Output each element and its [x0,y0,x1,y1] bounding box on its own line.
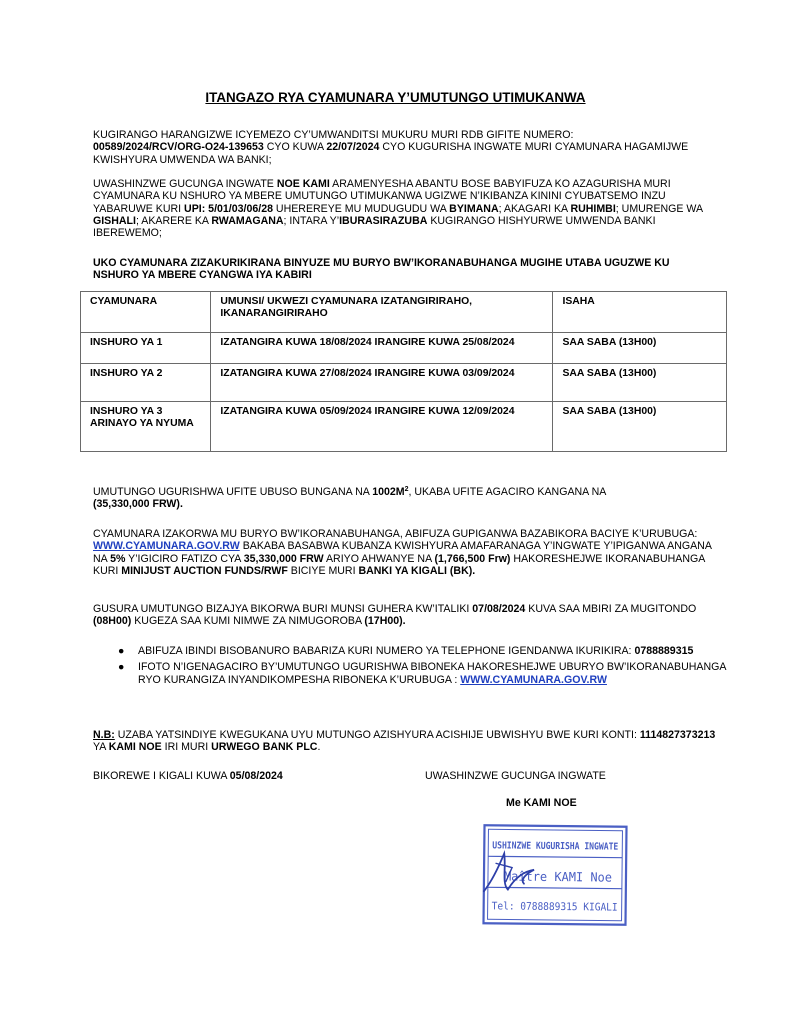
table-cell: IZATANGIRA KUWA 18/08/2024 IRANGIRE KUWA 25/08/2024 [211,333,553,364]
nb-label: N.B: [93,729,115,741]
table-header-row [81,292,727,333]
info-list [110,645,748,690]
official-stamp [481,823,628,927]
bidding-paragraph: CYAMUNARA IZAKORWA MU BURYO BW’IKORANABUHANGA, ABIFUZA GUPIGANWA BAZABIKORA BACIYE K’URUBUGA: WWW.CYAMUNARA.GOV.RW BAKABA BASABWA KUBANZA KWISHYURA AMAFARANAGA Y’INGWATE Y’IPIGANWA ANGANA NA 5% Y’IGICIRO FATIZO CYA 35,330,000 FRW ARIYO AHWANYE NA (1,766,500 Frw) HAKORESHEJWE IKORANABUHANGA KURI MINIJUST AUCTION FUNDS/RWF BICIYE MURI BANKI YA KIGALI (BK). [93,528,712,577]
signatory-role: UWASHINZWE GUCUNGA INGWATE [425,770,606,782]
property-value: (35,330,000 FRW). [93,498,183,511]
signing-date: 05/08/2024 [229,770,283,782]
nb-paragraph: N.B: UZABA YATSINDIYE KWEGUKANA UYU MUTUNGO AZISHYURA ACISHIJE UBWISHYU BWE KURI KONTI: 1114827373213 YA KAMI NOE IRI MURI URWEGO BANK PLC. [93,729,716,754]
svg-text:Tel: 0788889315 KIGALI: Tel: 0788889315 KIGALI [491,900,629,914]
auction-note: UKO CYAMUNARA ZIZAKURIKIRANA BINYUZE MU BURYO BW’IKORANABUHANGA MUGIHE UTABA UGUZWE KU NSHURO YA MBERE CYANGWA IYA KABIRI [93,257,670,282]
table-cell: IZATANGIRA KUWA 05/09/2024 IRANGIRE KUWA 12/09/2024 [211,402,553,452]
decision-date: 22/07/2024 [326,141,380,154]
account-name: MINIJUST AUCTION FUNDS/RWF [121,564,288,577]
table-cell: INSHURO YA 2 [81,364,211,402]
visit-paragraph: GUSURA UMUTUNGO BIZAJYA BIKORWA BURI MUNSI GUHERA KW’ITALIKI 07/08/2024 KUVA SAA MBIRI ZA MUGITONDO (08H00) KUGEZA SAA KUMI NIMWE ZA NIMUGOROBA (17H00). [93,603,697,628]
table-cell: SAA SABA (13H00) [553,333,727,364]
table-cell: IZATANGIRA KUWA 27/08/2024 IRANGIRE KUWA 03/09/2024 [211,364,553,402]
signatory-name: Me KAMI NOE [506,797,577,809]
table-row [81,402,727,452]
website-link[interactable]: WWW.CYAMUNARA.GOV.RW [93,540,240,553]
table-row [81,364,727,402]
place-date: BIKOREWE I KIGALI KUWA 05/08/2024 [93,770,283,782]
table-cell: SAA SABA (13H00) [553,402,727,452]
deposit-amount: (1,766,500 Frw) [434,552,511,565]
website-link[interactable]: WWW.CYAMUNARA.GOV.RW [460,673,607,686]
phone-number: 0788889315 [634,645,694,657]
list-item: ● IFOTO N’IGENAGACIRO BY’UMUTUNGO UGURISHWA BIBONEKA HAKORESHEJWE UBURYO BW’IKORANABUHANGA RYO KURANGIZA INYANDIKOMPESHA RIBONEKA K’URUBUGA : WWW.CYAMUNARA.GOV.RW [118,661,726,686]
table-header-cell: UMUNSI/ UKWEZI CYAMUNARA IZATANGIRIRAHO, IKANARANGIRIRAHO [211,292,553,333]
upi-number: UPI: 5/01/03/06/28 [184,202,273,215]
account-number: 1114827373213 [639,729,716,741]
base-price: 35,330,000 FRW [243,552,324,565]
document-title: ITANGAZO RYA CYAMUNARA Y’UMUTUNGO UTIMUKANWA [205,90,586,105]
bullet-icon: ● [118,645,125,657]
table-cell: SAA SABA (13H00) [553,364,727,402]
table-row [81,333,727,364]
table-cell: INSHURO YA 3 ARINAYO YA NYUMA [81,402,211,452]
intro-paragraph: KUGIRANGO HARANGIZWE ICYEMEZO CY’UMWANDITSI MUKURU MURI RDB GIFITE NUMERO: 00589/2024/RCV/ORG-O24-139653 CYO KUWA 22/07/2024 CYO KUGURISHA INGWATE MURI CYAMUNARA HAGAMIJWE KWISHYURA UMWENDA WA BANKI; [93,129,689,166]
manager-name: NOE KAMI [276,178,330,190]
notice-paragraph: UWASHINZWE GUCUNGA INGWATE NOE KAMI ARAMENYESHA ABANTU BOSE BABYIFUZA KO AZAGURISHA MURI CYAMUNARA KU NSHURO YA MBERE UMUTUNGO UTIMUKANWA UGIZWE N’IKIBANZA KININI CYUBATSEMO INZU YABARUWE KURI UPI: 5/01/03/06/28 UHEREREYE MU MUDUGUDU WA BYIMANA; AKAGARI KA RUHIMBI; UMURENGE WA GISHALI; AKARERE KA RWAMAGANA; INTARA Y’IBURASIRAZUBA KUGIRANGO HISHYURWE UMWENDA BANKI IBEREWEMO; [93,178,703,240]
bullet-icon: ● [118,661,125,674]
stamp-graphic [481,823,628,927]
svg-text:Maître KAMI Noe: Maître KAMI Noe [503,868,617,885]
bank-name: BANKI YA KIGALI (BK). [358,564,476,577]
table-header-cell: ISAHA [553,292,727,333]
list-item: ● ABIFUZA IBINDI BISOBANURO BABARIZA KURI NUMERO YA TELEPHONE IGENDANWA IKURIKIRA: 0788889315 [118,645,694,657]
auction-schedule-table [80,291,727,452]
decision-number: 00589/2024/RCV/ORG-O24-139653 [93,141,264,154]
property-paragraph: UMUTUNGO UGURISHWA UFITE UBUSO BUNGANA NA $1002M^2$, UKABA UFITE AGACIRO KANGANA NA (35,330,000 FRW). [93,486,607,511]
property-area: $1002M^2$ [372,486,409,498]
table-header-cell: CYAMUNARA [81,292,211,333]
svg-text:USHINZWE KUGURISHA INGWATE: USHINZWE KUGURISHA INGWATE [492,840,629,853]
table-cell: INSHURO YA 1 [81,333,211,364]
